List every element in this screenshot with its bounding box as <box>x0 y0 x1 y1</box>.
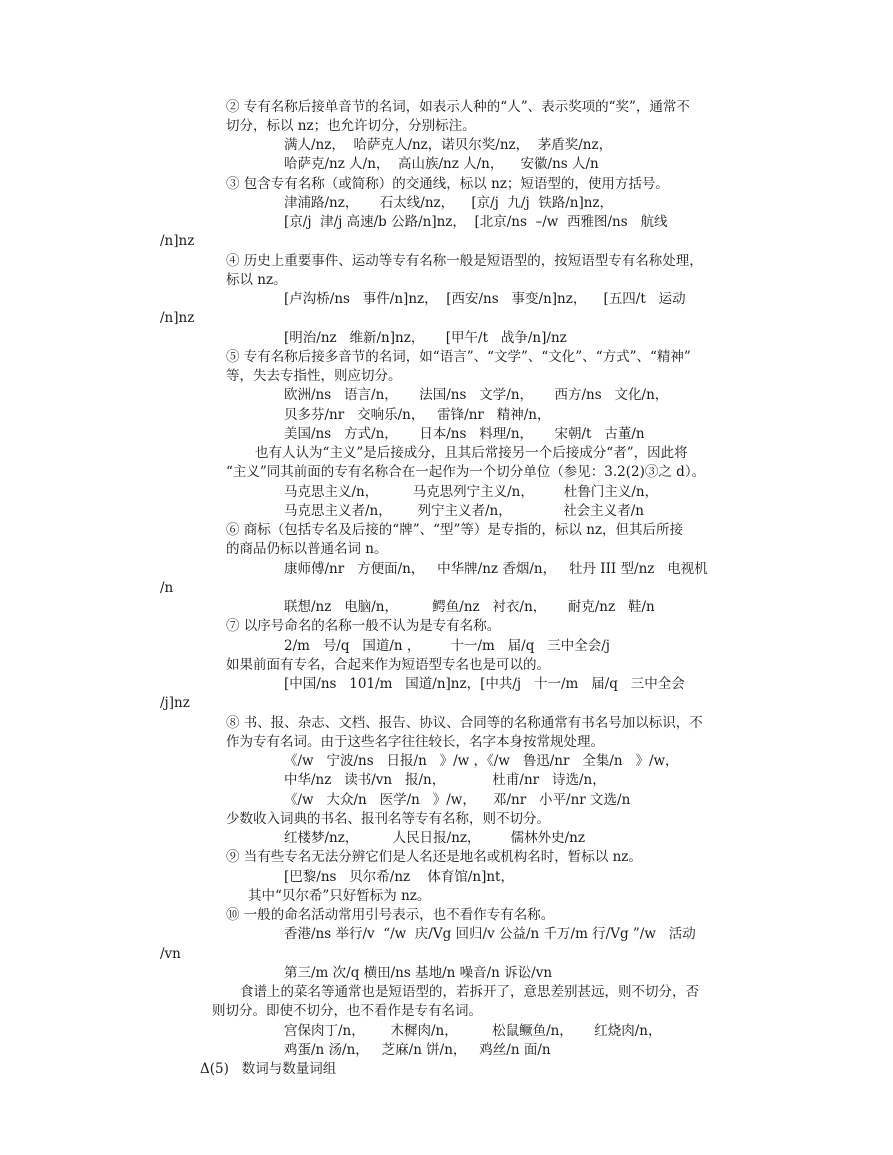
text-line: ⑨ 当有些专名无法分辨它们是人名还是地名或机构名时，暂标以 nz。 <box>226 849 642 865</box>
text-line: 食谱上的菜名等通常也是短语型的，若拆开了，意思差别甚远，则不切分，否 <box>240 984 699 1000</box>
text-line: 哈萨克/nz 人/n， 高山族/nz 人/n， 安徽/ns 人/n <box>284 156 599 172</box>
text-line: 第三/m 次/q 横田/ns 基地/n 噪音/n 诉讼/vn <box>284 965 553 981</box>
text-line: 《/w 宁波/ns 日报/n 》/w ，《/w 鲁迅/nr 全集/n 》/w， <box>284 753 679 769</box>
text-line: 中华/nz 读书/vn 报/n， 杜甫/nr 诗选/n， <box>284 772 606 788</box>
text-line: 美国/ns 方式/n， 日本/ns 料理/n， 宋朝/t 古董/n <box>284 426 645 442</box>
text-line: 的商品仍标以普通名词 n。 <box>226 541 388 557</box>
text-line: 贝多芬/nr 交响乐/n， 雷锋/nr 精神/n， <box>284 407 551 423</box>
text-line: 也有人认为“主义”是后接成分，且其后常接另一个后接成分“者”，因此将 <box>255 445 688 461</box>
text-line: 马克思主义者/n， 列宁主义者/n， 社会主义者/n <box>284 503 644 519</box>
text-line: 香港/ns 举行/v “/w 庆/Vg 回归/v 公益/n 千万/m 行/Vg ”/w 活动 <box>284 926 696 942</box>
text-line: 《/w 大众/n 医学/n 》/w， 邓/nr 小平/nr 文选/n <box>284 792 631 808</box>
text-line: 鸡蛋/n 汤/n， 芝麻/n 饼/n， 鸡丝/n 面/n <box>284 1042 551 1058</box>
text-line: 马克思主义/n， 马克思列宁主义/n， 杜鲁门主义/n， <box>284 484 659 500</box>
text-line: 欧洲/ns 语言/n， 法国/ns 文学/n， 西方/ns 文化/n， <box>284 387 669 403</box>
text-line: 联想/nz 电脑/n， 鳄鱼/nz 衬衣/n， 耐克/nz 鞋/n <box>284 599 655 615</box>
text-line: 红楼梦/nz， 人民日报/nz， 儒林外史/nz <box>284 830 585 846</box>
text-line: ⑤ 专有名称后接多音节的名词，如“语言”、“文学”、“文化”、“方式”、“精神” <box>226 349 691 365</box>
text-line: 如果前面有专名，合起来作为短语型专名也是可以的。 <box>226 657 550 673</box>
text-line: 作为专有名词。由于这些名字往往较长，名字本身按常规处理。 <box>226 734 604 750</box>
text-line: 2/m 号/q 国道/n ， 十一/m 届/q 三中全会/j <box>284 638 610 654</box>
text-line: /vn <box>160 946 181 962</box>
text-line: [京/j 津/j 高速/b 公路/n]nz， [北京/ns –/w 西雅图/ns 航线 <box>284 214 668 230</box>
text-line: [中国/ns 101/m 国道/n]nz，[中共/j 十一/m 届/q 三中全会 <box>284 676 685 692</box>
text-line: 标以 nz。 <box>226 272 287 288</box>
text-line: ⑧ 书、报、杂志、文档、报告、协议、合同等的名称通常有书名号加以标识，不 <box>226 715 703 731</box>
text-line: ② 专有名称后接单音节的名词，如表示人种的“人”、表示奖项的“奖”，通常不 <box>226 99 690 115</box>
text-line: [卢沟桥/ns 事件/n]nz， [西安/ns 事变/n]nz， [五四/t 运动 <box>284 291 686 307</box>
text-line: 康师傅/nr 方便面/n， 中华牌/nz 香烟/n， 牡丹 III 型/nz 电视机 <box>284 561 708 577</box>
text-line: /n]nz <box>160 310 195 326</box>
text-line: /n <box>160 580 174 596</box>
text-line: /j]nz <box>160 695 190 711</box>
text-line: 津浦路/nz， 石太线/nz， [京/j 九/j 铁路/n]nz， <box>284 195 614 211</box>
text-line: 则切分。即使不切分，也不看作是专有名词。 <box>212 1003 482 1019</box>
text-line: ⑩ 一般的命名活动常用引号表示，也不看作专有名称。 <box>226 907 555 923</box>
text-line: “主义”同其前面的专有名称合在一起作为一个切分单位（参见：3.2(2)③之 d）。 <box>226 464 706 480</box>
text-line: 少数收入词典的书名、报刊名等专有名称，则不切分。 <box>226 811 550 827</box>
text-line: ⑥ 商标（包括专名及后接的“牌”、“型”等）是专指的，标以 nz，但其后所接 <box>226 522 683 538</box>
text-line: ④ 历史上重要事件、运动等专有名称一般是短语型的，按短语型专有名称处理， <box>226 253 703 269</box>
text-line: ⑦ 以序号命名的名称一般不认为是专有名称。 <box>226 618 501 634</box>
text-line: /n]nz <box>160 233 195 249</box>
text-line: [明治/nz 维新/n]nz， [甲午/t 战争/n]/nz <box>284 330 567 346</box>
text-line: ③ 包含专有名称（或简称）的交通线，标以 nz；短语型的，使用方括号。 <box>226 176 669 192</box>
text-line: 切分，标以 nz；也允许切分，分别标注。 <box>226 118 476 134</box>
text-line: 其中“贝尔希”只好暂标为 nz。 <box>248 888 431 904</box>
text-line: 等，失去专指性，则应切分。 <box>226 368 402 384</box>
text-line: 满人/nz， 哈萨克人/nz，诺贝尔奖/nz， 茅盾奖/nz， <box>284 137 613 153</box>
text-line: 宫保肉丁/n， 木樨肉/n， 松鼠鳜鱼/n， 红烧肉/n， <box>284 1023 662 1039</box>
text-line: [巴黎/ns 贝尔希/nz 体育馆/n]nt， <box>284 869 514 885</box>
section-heading: Δ(5) 数词与数量词组 <box>200 1061 337 1077</box>
